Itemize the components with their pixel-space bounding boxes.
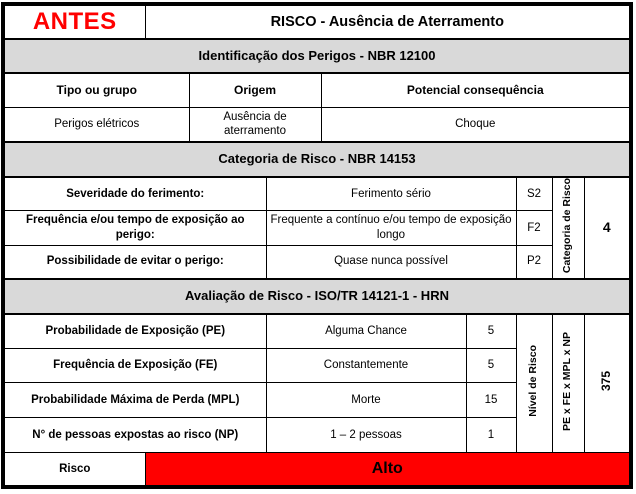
avaliacao-result-label-cell <box>516 314 552 453</box>
categoria-label-severidade: Severidade do ferimento: <box>3 177 266 210</box>
categoria-value-possibilidade: Quase nunca possível <box>266 245 516 278</box>
avaliacao-header-row <box>3 279 631 314</box>
categoria-header-row <box>3 142 631 177</box>
categoria-code-s: S2 <box>516 177 552 210</box>
risco-result-row <box>3 453 631 487</box>
categoria-row-severidade <box>3 177 631 210</box>
avaliacao-score-np: 1 <box>466 418 516 453</box>
categoria-result-value: 4 <box>584 177 631 279</box>
identificacao-columns-row <box>3 73 631 107</box>
avaliacao-formula-cell <box>552 314 584 453</box>
categoria-row-frequencia <box>3 210 631 245</box>
risk-assessment-table <box>1 2 633 489</box>
categoria-code-p: P2 <box>516 245 552 278</box>
title-row <box>3 4 631 39</box>
avaliacao-label-fe: Frequência de Exposição (FE) <box>3 349 266 383</box>
avaliacao-result-label: Nível de Risco <box>527 345 540 417</box>
antes-badge: ANTES <box>3 4 145 39</box>
categoria-label-possibilidade: Possibilidade de evitar o perigo: <box>3 245 266 278</box>
avaliacao-value-fe: Constantemente <box>266 349 466 383</box>
identificacao-values-row <box>3 107 631 142</box>
avaliacao-section-title: Avaliação de Risco - ISO/TR 14121-1 - HRN <box>3 279 631 314</box>
categoria-label-frequencia: Frequência e/ou tempo de exposição ao perigo: <box>3 210 266 245</box>
avaliacao-score-mpl: 15 <box>466 383 516 418</box>
categoria-value-severidade: Ferimento sério <box>266 177 516 210</box>
avaliacao-score-pe: 5 <box>466 314 516 349</box>
categoria-section-title: Categoria de Risco - NBR 14153 <box>3 142 631 177</box>
avaliacao-label-np: N° de pessoas expostas ao risco (NP) <box>3 418 266 453</box>
avaliacao-value-mpl: Morte <box>266 383 466 418</box>
avaliacao-label-mpl: Probabilidade Máxima de Perda (MPL) <box>3 383 266 418</box>
avaliacao-result-value: 375 <box>599 371 614 392</box>
categoria-value-frequencia: Frequente a contínuo e/ou tempo de exposição longo <box>266 210 516 245</box>
identificacao-header-row <box>3 39 631 73</box>
identificacao-section-title: Identificação dos Perigos - NBR 12100 <box>3 39 631 73</box>
value-consequencia: Choque <box>321 107 631 142</box>
risco-label: Risco <box>3 453 145 487</box>
col-header-origem: Origem <box>189 73 321 107</box>
categoria-result-label-cell <box>552 177 584 279</box>
categoria-row-possibilidade <box>3 245 631 278</box>
avaliacao-row-pe <box>3 314 631 349</box>
avaliacao-value-pe: Alguma Chance <box>266 314 466 349</box>
value-origem: Ausência de aterramento <box>189 107 321 142</box>
avaliacao-formula-label: PE x FE x MPL x NP <box>561 331 574 431</box>
avaliacao-result-value-cell <box>584 314 631 453</box>
categoria-code-f: F2 <box>516 210 552 245</box>
col-header-tipo: Tipo ou grupo <box>3 73 189 107</box>
avaliacao-label-pe: Probabilidade de Exposição (PE) <box>3 314 266 349</box>
avaliacao-value-np: 1 – 2 pessoas <box>266 418 466 453</box>
value-tipo: Perigos elétricos <box>3 107 189 142</box>
col-header-consequencia: Potencial consequência <box>321 73 631 107</box>
page-title: RISCO - Ausência de Aterramento <box>145 4 631 39</box>
avaliacao-score-fe: 5 <box>466 349 516 383</box>
categoria-result-label: Categoria de Risco <box>561 178 574 274</box>
risco-result-badge: Alto <box>145 453 631 487</box>
